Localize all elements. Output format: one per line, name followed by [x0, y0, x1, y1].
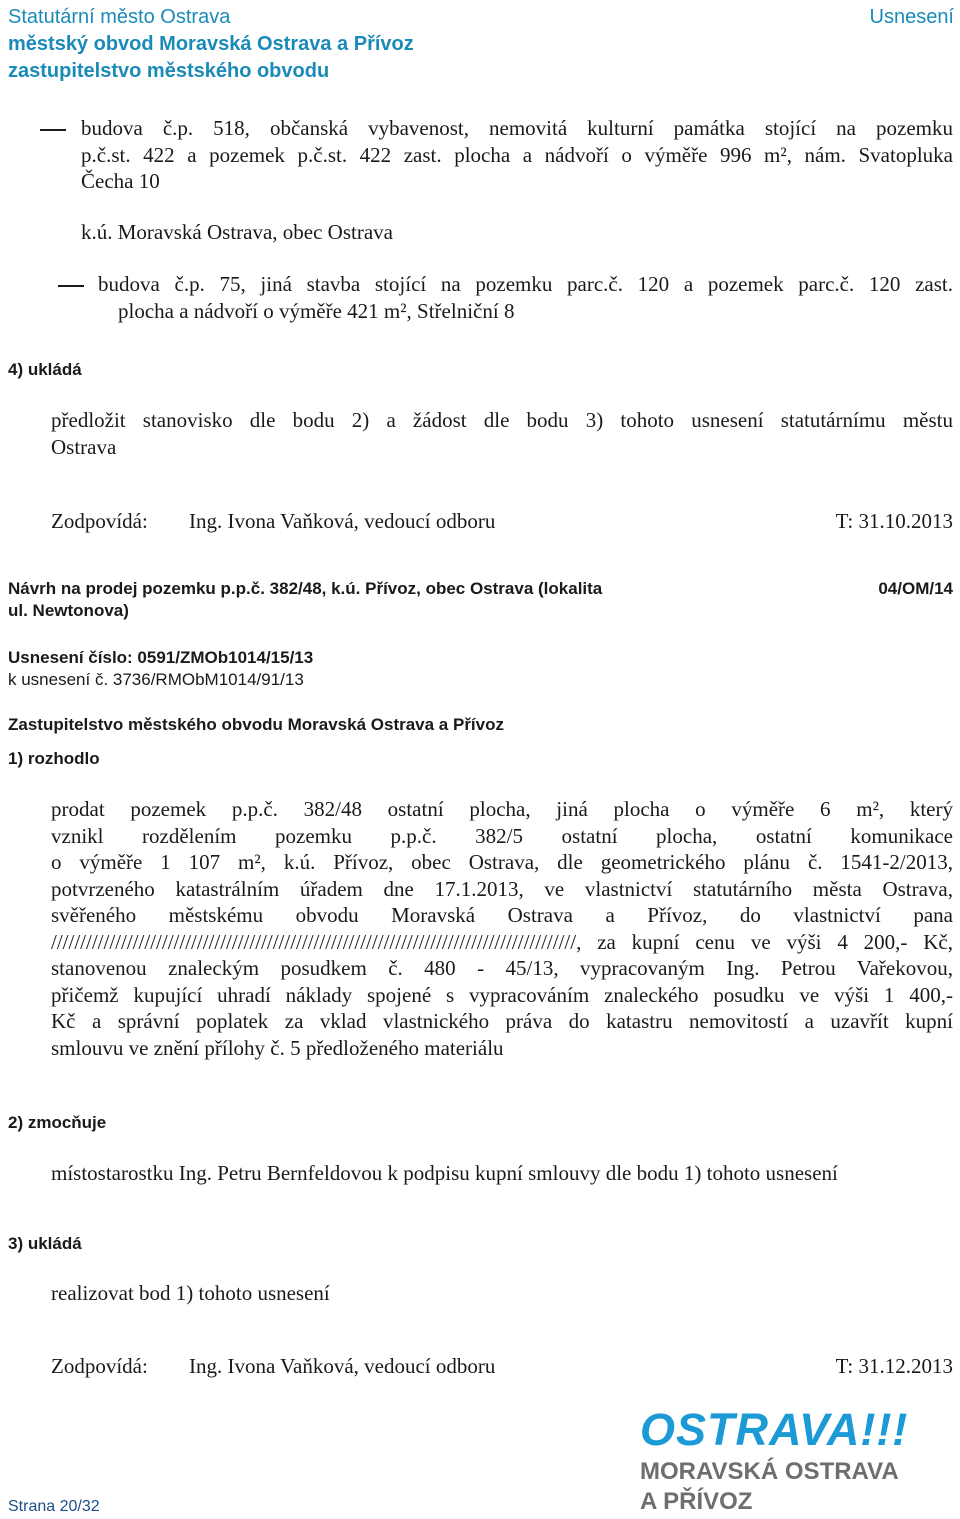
section-1-text	[51, 796, 953, 1061]
text-line: smlouvu ve znění přílohy č. 5 předloženého materiálu	[51, 1035, 504, 1060]
proposal-title-cont: ul. Newtonova)	[8, 601, 129, 620]
section-2-text: místostarostku Ing. Petru Bernfeldovou k podpisu kupní smlouvy dle bodu 1) tohoto usnesení	[51, 1161, 838, 1185]
deadline: T: 31.12.2013	[835, 1354, 953, 1378]
section-3-heading: 3) ukládá	[8, 1234, 82, 1253]
council-heading: Zastupitelstvo městského obvodu Moravská Ostrava a Přívoz	[8, 715, 504, 734]
text-line: //////////////////////////////////////////////////////////////////////////////////////////, za kupní cenu ve výši 4 200,- Kč,	[51, 929, 953, 954]
section-3-text: realizovat bod 1) tohoto usnesení	[51, 1281, 330, 1305]
text-line: Kč a správní poplatek za vklad vlastnického práva do katastru nemovitostí a uzavřít kupní	[51, 1009, 953, 1033]
bullet-dash	[58, 285, 84, 287]
doc-type: Usnesení	[869, 6, 954, 28]
section-4-heading: 4) ukládá	[8, 360, 82, 379]
district-name: městský obvod Moravská Ostrava a Přívoz	[8, 33, 414, 55]
text-line: Ostrava	[51, 434, 117, 459]
building-item-2	[98, 271, 953, 324]
text-line: stanovenou znaleckým posudkem č. 480 - 45/13, vypracovaným Ing. Petrou Vařekovou,	[51, 956, 953, 980]
text-line: potvrzeného katastrálním úřadem dne 17.1.2013, ve vlastnictví statutárního města Ostrava,	[51, 876, 953, 901]
bullet-dash	[40, 129, 66, 131]
text-line: o výměře 1 107 m², k.ú. Přívoz, obec Ostrava, dle geometrického plánu č. 1541-2/2013,	[51, 850, 953, 874]
text-line: přičemž kupující uhradí náklady spojené s vypracováním znaleckého posudku ve výši 1 400,-	[51, 982, 953, 1007]
responsible-person: Ing. Ivona Vaňková, vedoucí odboru	[189, 1354, 496, 1378]
text-line: prodat pozemek p.p.č. 382/48 ostatní plocha, jiná plocha o výměře 6 m², který	[51, 797, 953, 821]
org-name: Statutární město Ostrava	[8, 6, 231, 28]
responsible-label: Zodpovídá:	[51, 509, 148, 533]
proposal-title: Návrh na prodej pozemku p.p.č. 382/48, k.ú. Přívoz, obec Ostrava (lokalita	[8, 579, 603, 598]
deadline: T: 31.10.2013	[835, 509, 953, 533]
text-line: Čecha 10	[81, 169, 160, 193]
resolution-ref: k usnesení č. 3736/RMObM1014/91/13	[8, 670, 304, 689]
section-1-heading: 1) rozhodlo	[8, 749, 100, 768]
text-line: p.č.st. 422 a pozemek p.č.st. 422 zast. plocha a nádvoří o výměře 996 m², nám. Svatopluka	[81, 142, 953, 167]
section-4-text	[51, 407, 953, 460]
ostrava-logo	[640, 1406, 955, 1518]
text-line: plocha a nádvoří o výměře 421 m², Střelniční 8	[118, 298, 515, 323]
responsible-person: Ing. Ivona Vaňková, vedoucí odboru	[189, 509, 496, 533]
building-item-1	[81, 115, 953, 195]
proposal-code: 04/OM/14	[878, 579, 953, 598]
responsible-label: Zodpovídá:	[51, 1354, 148, 1378]
page-number: Strana 20/32	[8, 1498, 100, 1515]
logo-district-line-2: A PŘÍVOZ	[640, 1488, 753, 1515]
text-line: vznikl rozdělením pozemku p.p.č. 382/5 ostatní plocha, ostatní komunikace	[51, 823, 953, 848]
text-line: budova č.p. 518, občanská vybavenost, nemovitá kulturní památka stojící na pozemku	[81, 116, 953, 140]
text-line: předložit stanovisko dle bodu 2) a žádost dle bodu 3) tohoto usnesení statutárnímu městu	[51, 408, 953, 432]
section-2-heading: 2) zmocňuje	[8, 1113, 107, 1132]
resolution-number: Usnesení číslo: 0591/ZMOb1014/15/13	[8, 648, 314, 667]
logo-district-line: MORAVSKÁ OSTRAVA	[640, 1458, 899, 1485]
text-line: budova č.p. 75, jiná stavba stojící na pozemku parc.č. 120 a pozemek parc.č. 120 zast.	[98, 272, 953, 296]
logo-wordmark: OSTRAVA!!!	[640, 1404, 909, 1455]
text-line: svěřeného městskému obvodu Moravská Ostrava a Přívoz, do vlastnictví pana	[51, 903, 953, 927]
cadastre-label: k.ú. Moravská Ostrava, obec Ostrava	[81, 220, 393, 244]
council-body: zastupitelstvo městského obvodu	[8, 60, 330, 82]
